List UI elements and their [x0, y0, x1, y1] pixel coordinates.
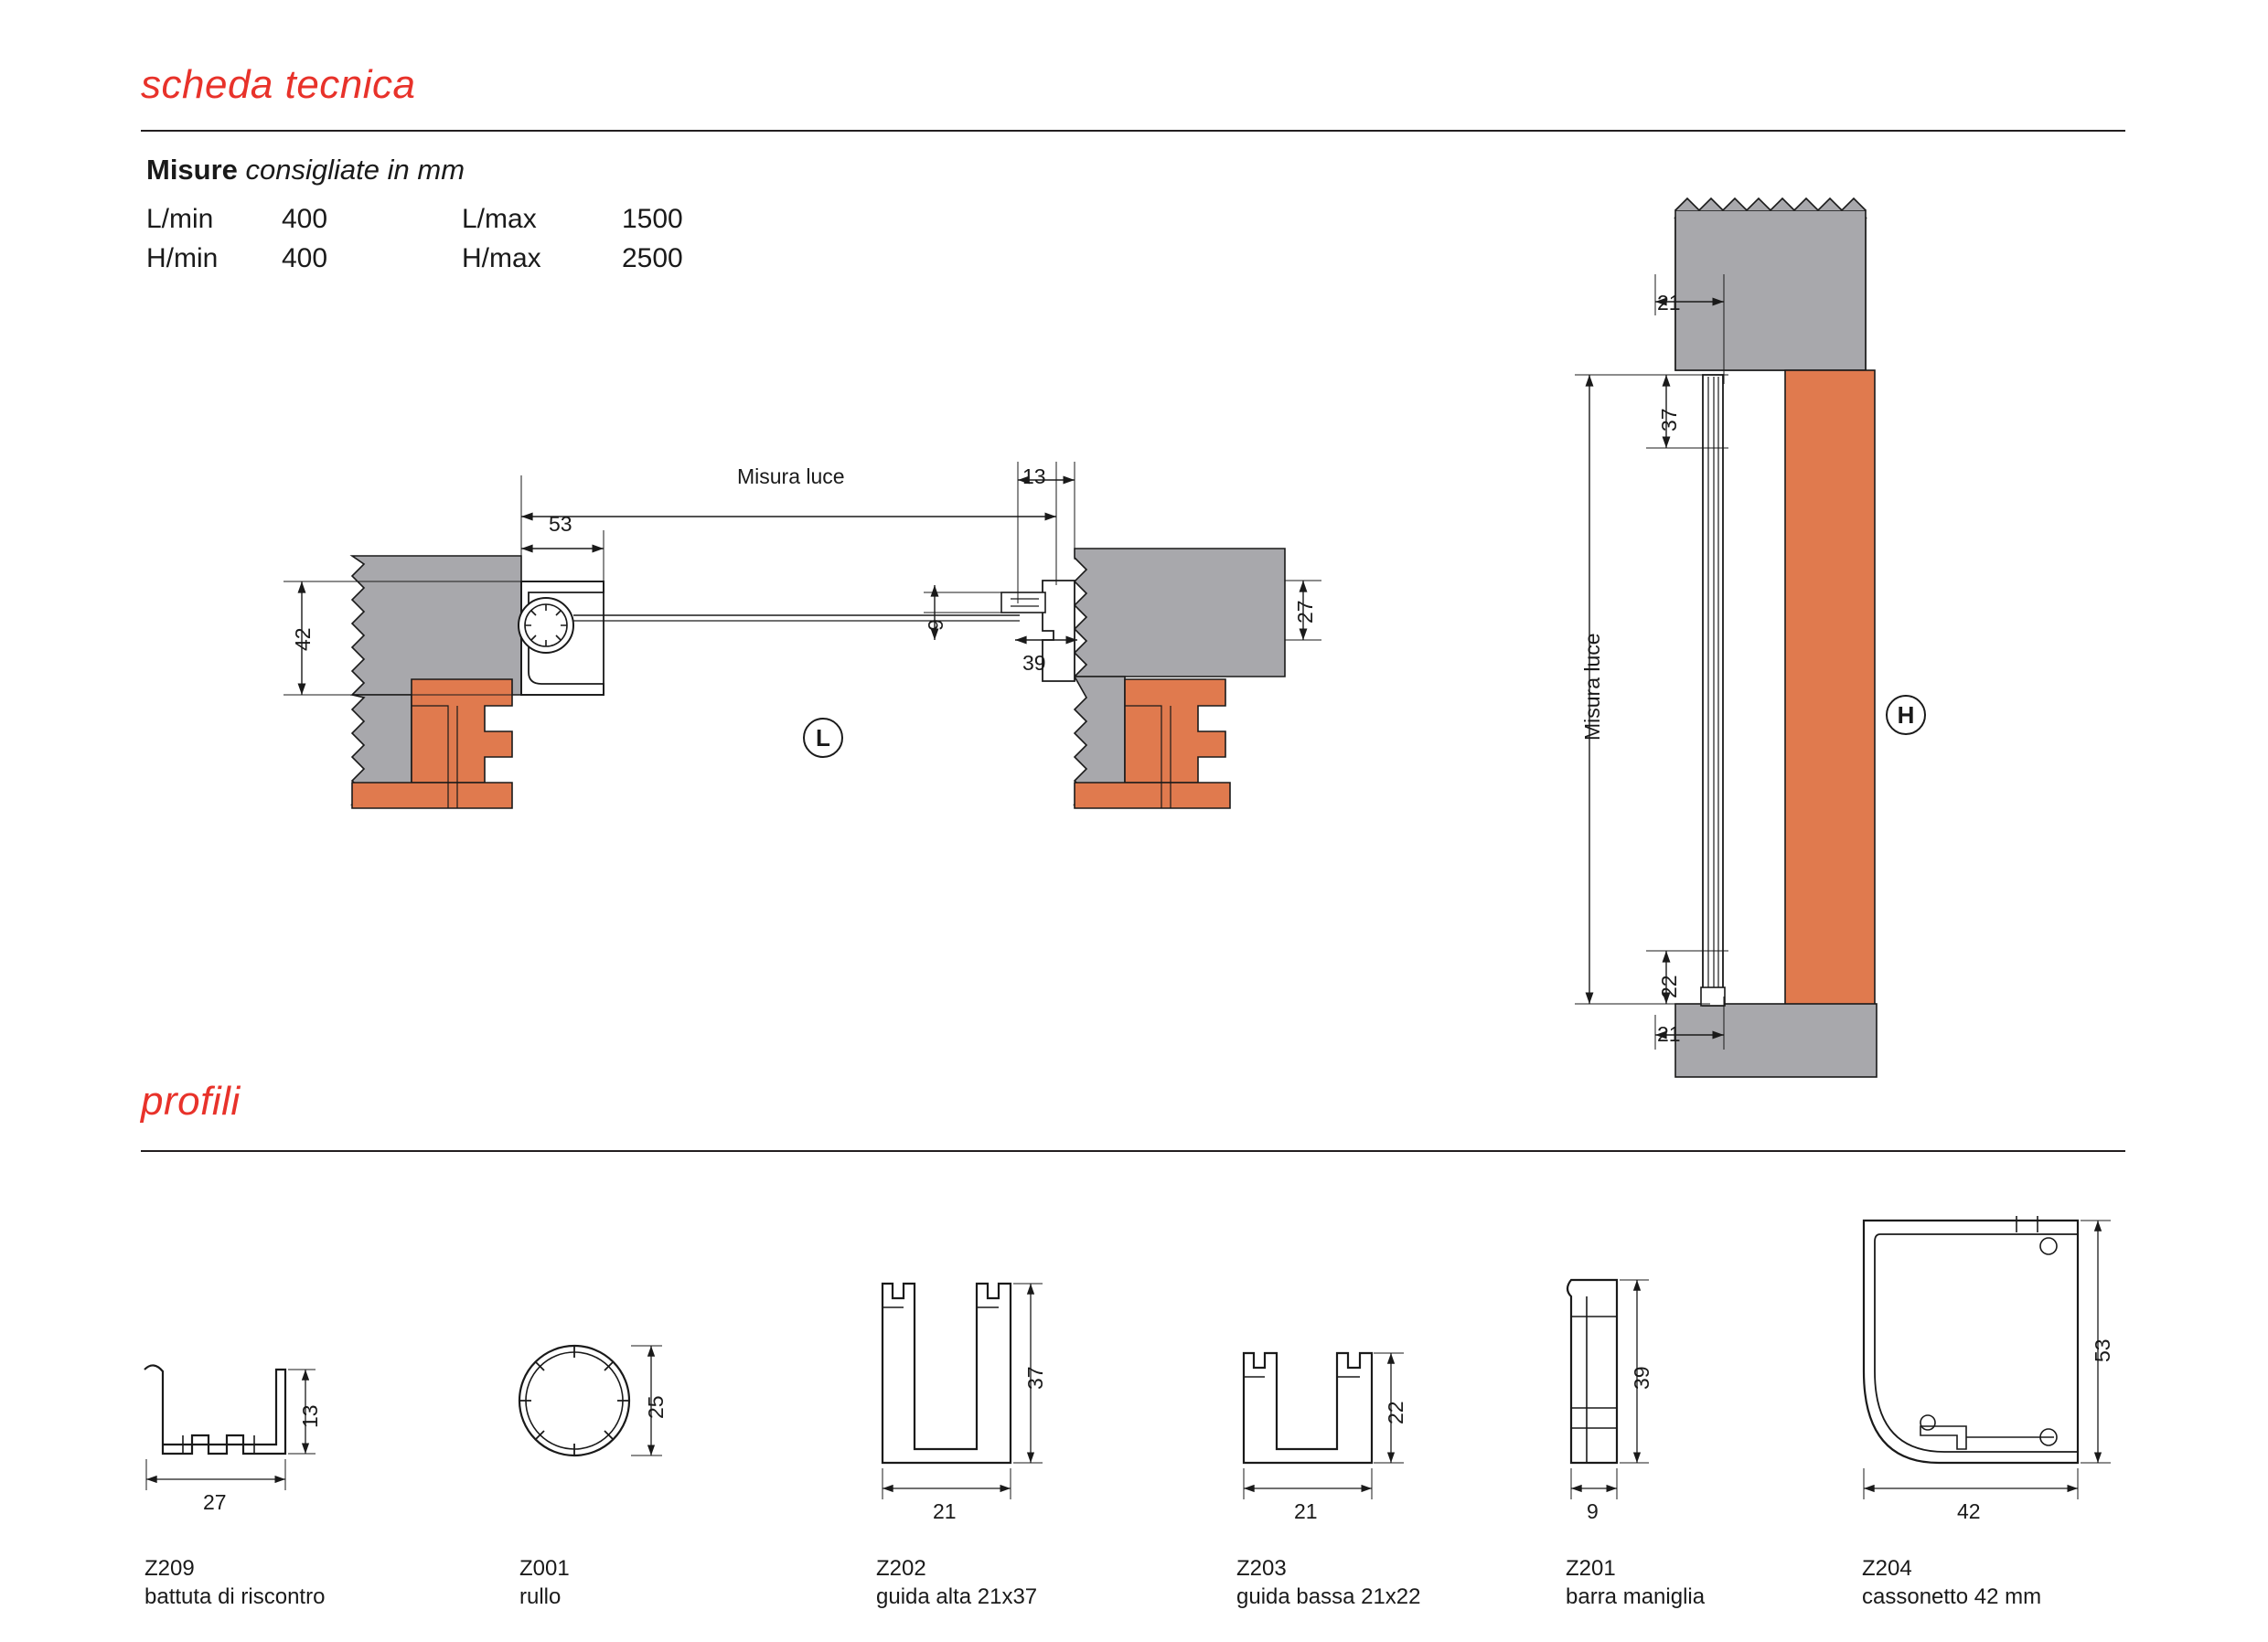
- z209-code: Z209: [144, 1556, 195, 1581]
- z203-desc: guida bassa 21x22: [1236, 1584, 1421, 1609]
- elev-misura-luce-label: Misura luce: [1580, 633, 1604, 741]
- profile-z204-shape: [1864, 1216, 2111, 1499]
- plan-dim-39: 39: [1022, 651, 1046, 675]
- profile-z201-shape: [1567, 1280, 1649, 1499]
- profile-z203-shape: [1244, 1353, 1404, 1499]
- hmax-value: 2500: [622, 243, 683, 273]
- z202-dim-w: 21: [933, 1499, 957, 1523]
- z204-desc: cassonetto 42 mm: [1862, 1584, 2042, 1609]
- z201-dim-h: 39: [1630, 1366, 1653, 1390]
- z203-dim-h: 22: [1384, 1401, 1407, 1424]
- z209-desc: battuta di riscontro: [144, 1584, 326, 1609]
- z209-dim-w: 27: [203, 1490, 227, 1514]
- plan-dim-42: 42: [291, 627, 315, 651]
- hmax-label: H/max: [462, 243, 541, 273]
- profile-caption-z203: [1236, 1554, 1421, 1611]
- plan-misura-luce-label: Misura luce: [737, 464, 845, 488]
- hmin-value: 400: [282, 243, 328, 273]
- elev-dim-21-top: 21: [1657, 291, 1681, 315]
- z001-dim-h: 25: [644, 1395, 668, 1419]
- profile-caption-z204: [1862, 1554, 2041, 1611]
- z203-code: Z203: [1236, 1556, 1287, 1581]
- lmin-label: L/min: [146, 204, 214, 234]
- profile-caption-z202: [876, 1554, 1037, 1611]
- z201-code: Z201: [1566, 1556, 1616, 1581]
- z202-dim-h: 37: [1023, 1366, 1047, 1390]
- z001-desc: rullo: [519, 1584, 562, 1609]
- page-title-scheda-tecnica: scheda tecnica: [141, 62, 416, 107]
- misure-heading-italic: consigliate in mm: [245, 154, 465, 186]
- hmin-label: H/min: [146, 243, 219, 273]
- z201-desc: barra maniglia: [1566, 1584, 1706, 1609]
- profile-caption-z209: [144, 1554, 325, 1611]
- elev-dim-22: 22: [1657, 975, 1681, 998]
- lmin-value: 400: [282, 204, 328, 234]
- elev-dim-21-bottom: 21: [1657, 1022, 1681, 1046]
- profile-caption-z201: [1566, 1554, 1705, 1611]
- badge-L: L: [803, 718, 843, 758]
- z001-code: Z001: [519, 1556, 570, 1581]
- plan-dim-53: 53: [549, 512, 572, 536]
- z204-code: Z204: [1862, 1556, 1912, 1581]
- z202-code: Z202: [876, 1556, 926, 1581]
- profile-caption-z001: [519, 1554, 570, 1611]
- z202-desc: guida alta 21x37: [876, 1584, 1038, 1609]
- z203-dim-w: 21: [1294, 1499, 1318, 1523]
- badge-H: H: [1886, 695, 1926, 735]
- z204-dim-w: 42: [1957, 1499, 1981, 1523]
- z204-dim-h: 53: [2091, 1338, 2114, 1362]
- plan-dim-9: 9: [924, 619, 947, 631]
- plan-dim-13: 13: [1022, 464, 1046, 488]
- z201-dim-w: 9: [1587, 1499, 1599, 1523]
- plan-dim-27: 27: [1293, 600, 1317, 624]
- lmax-label: L/max: [462, 204, 537, 234]
- profile-z209-shape: [144, 1365, 316, 1490]
- z209-dim-h: 13: [298, 1404, 322, 1428]
- lmax-value: 1500: [622, 204, 683, 234]
- elev-dim-37: 37: [1657, 408, 1681, 432]
- profile-z001-shape: [519, 1346, 662, 1455]
- misure-heading-bold: Misure: [146, 154, 238, 186]
- profile-z202-shape: [883, 1284, 1043, 1499]
- section-title-profili: profili: [141, 1079, 241, 1124]
